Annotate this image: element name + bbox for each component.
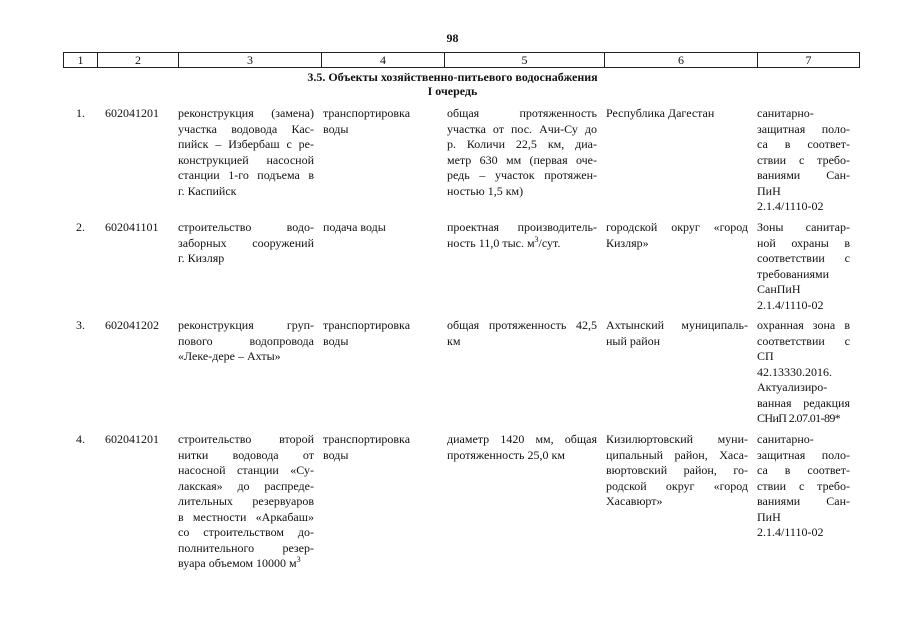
text-line: санитарно- — [757, 432, 814, 446]
object-zone — [757, 220, 850, 313]
text-line: защитная поло- — [757, 447, 850, 462]
text-line: р. Количи 22,5 км, диа- — [447, 137, 597, 151]
superscript: 3 — [296, 555, 301, 564]
text-line: транспортировка — [323, 106, 411, 120]
object-purpose — [323, 318, 423, 349]
text-line: со строительством до- — [178, 525, 314, 539]
text-line: г. Кизляр — [178, 251, 225, 265]
text-line: соответствии с — [757, 333, 850, 348]
text-line: воды — [323, 447, 349, 462]
text-line: диаметр 1420 мм, общая — [447, 432, 597, 446]
text-line: вюртовский район, го- — [606, 463, 748, 477]
text-line: ванная редакция — [757, 395, 850, 410]
text-line: ствии с требо- — [757, 478, 850, 493]
object-location — [606, 106, 748, 122]
text-line: общая протяженность — [447, 106, 597, 120]
row-number: 1. — [76, 106, 85, 120]
text-line: реконструкция груп- — [178, 318, 314, 332]
column-header-3: 3 — [179, 53, 322, 68]
object-name — [178, 432, 314, 572]
text-line: ностью 1,5 км) — [447, 183, 524, 198]
text-line: транспортировка — [323, 432, 411, 446]
object-zone — [757, 106, 850, 215]
text-line: метр 630 мм (первая оче- — [447, 152, 597, 167]
object-name — [178, 318, 314, 365]
row-number: 4. — [76, 432, 85, 446]
text-line: 42.13330.2016. — [757, 364, 832, 379]
row-number: 2. — [76, 220, 85, 234]
text-line: участка водовода Кас- — [178, 121, 314, 136]
text-line — [178, 556, 314, 572]
capacity-value: ность 11,0 тыс. м — [447, 235, 535, 250]
text-line: 2.1.4/1110-02 — [757, 297, 824, 312]
text-line: г. Каспийск — [178, 183, 237, 198]
text-line: СанПиН — [757, 282, 801, 296]
queue-title: I очередь — [427, 84, 478, 98]
object-name — [178, 106, 314, 199]
row-number: 3. — [76, 318, 85, 332]
text-line: Актуализиро- — [757, 380, 828, 394]
object-zone — [757, 432, 850, 541]
text-line: протяженность 25,0 км — [447, 447, 565, 462]
text-line: транспортировка — [323, 318, 411, 332]
text-line: Хасавюрт» — [606, 494, 663, 508]
text-line: в местности «Аркабаш» — [178, 509, 314, 524]
text-line: Кизилюртовский муни- — [606, 432, 748, 446]
object-characteristics — [447, 432, 597, 463]
text-line: строительство водо- — [178, 220, 314, 234]
text-line: городской округ «город — [606, 220, 748, 234]
text-line: общая протяженность 42,5 — [447, 318, 597, 332]
text-line — [447, 236, 597, 252]
text-line: Республика Дагестан — [606, 106, 715, 120]
object-characteristics — [447, 318, 597, 349]
text-line: защитная поло- — [757, 121, 850, 136]
text-line: са в соответ- — [757, 137, 850, 151]
text-line: санитарно- — [757, 106, 814, 120]
column-header-2: 2 — [98, 53, 179, 68]
text-line: Ахтынский муниципаль- — [606, 318, 748, 332]
object-characteristics — [447, 106, 597, 199]
text-line: км — [447, 333, 461, 348]
text-line: требованиями — [757, 266, 830, 281]
text-line: заборных сооружений — [178, 235, 314, 250]
text-line: воды — [323, 333, 349, 348]
text-line: реконструкция (замена) — [178, 106, 314, 120]
object-code: 602041101 — [105, 220, 159, 234]
text-line: ПиН — [757, 183, 781, 198]
text-line: ный район — [606, 333, 661, 348]
text-line: проектная производитель- — [447, 220, 597, 234]
column-header-7: 7 — [758, 53, 860, 68]
text-line: СНиП 2.07.01-89* — [757, 411, 841, 425]
text-line: ципальный район, Хаса- — [606, 447, 748, 462]
text-line: лительных резервуаров — [178, 494, 314, 508]
text-line: ной охраны в — [757, 235, 850, 250]
text-line: ваниями Сан- — [757, 168, 850, 182]
object-code: 602041201 — [105, 106, 159, 120]
text-line: ваниями Сан- — [757, 494, 850, 508]
text-line: СП — [757, 349, 774, 363]
column-header-1: 1 — [64, 53, 98, 68]
object-code: 602041202 — [105, 318, 159, 332]
column-header-4: 4 — [322, 53, 445, 68]
reservoir-volume: вуара объемом 10000 м — [178, 556, 297, 570]
text-line: редь – участок протяжен- — [447, 168, 597, 182]
object-purpose — [323, 106, 423, 137]
text-line: конструкцией насосной — [178, 152, 314, 167]
object-location — [606, 432, 748, 510]
text-line: 2.1.4/1110-02 — [757, 199, 824, 213]
object-purpose — [323, 432, 423, 463]
text-line: участка от пос. Ачи-Су до — [447, 121, 597, 136]
text-line: строительство второй — [178, 432, 314, 446]
text-line: станции 1-го подъема в — [178, 168, 314, 182]
column-header-row — [63, 52, 860, 68]
object-location — [606, 318, 748, 349]
text-line: пийск – Избербаш с ре- — [178, 137, 314, 151]
object-zone — [757, 318, 850, 427]
object-name — [178, 220, 314, 267]
text-line: соответствии с — [757, 251, 850, 265]
text-line: подача воды — [323, 220, 386, 234]
capacity-unit: /сут. — [538, 235, 561, 250]
text-line: Зоны санитар- — [757, 220, 850, 234]
superscript: 3 — [534, 234, 539, 244]
text-line: лакская» до распреде- — [178, 478, 314, 493]
object-purpose — [323, 220, 423, 236]
text-line: воды — [323, 121, 349, 136]
object-characteristics — [447, 220, 597, 251]
text-line: полнительного резер- — [178, 540, 314, 555]
page-number: 98 — [446, 31, 459, 45]
section-title: 3.5. Объекты хозяйственно-питьевого водоснабжения — [307, 70, 598, 84]
text-line: нитки водовода от — [178, 447, 314, 462]
text-line: родской округ «город — [606, 478, 748, 493]
text-line: ствии с требо- — [757, 152, 850, 167]
text-line: насосной станции «Су- — [178, 463, 314, 477]
text-line: Кизляр» — [606, 235, 649, 250]
text-line: 2.1.4/1110-02 — [757, 525, 824, 539]
text-line: охранная зона в — [757, 318, 850, 332]
column-header-6: 6 — [605, 53, 758, 68]
text-line: ПиН — [757, 509, 781, 524]
column-header-5: 5 — [445, 53, 605, 68]
object-code: 602041201 — [105, 432, 159, 446]
text-line: са в соответ- — [757, 463, 850, 477]
object-location — [606, 220, 748, 251]
text-line: пового водопровода — [178, 333, 314, 348]
text-line: «Леке-дере – Ахты» — [178, 349, 281, 363]
